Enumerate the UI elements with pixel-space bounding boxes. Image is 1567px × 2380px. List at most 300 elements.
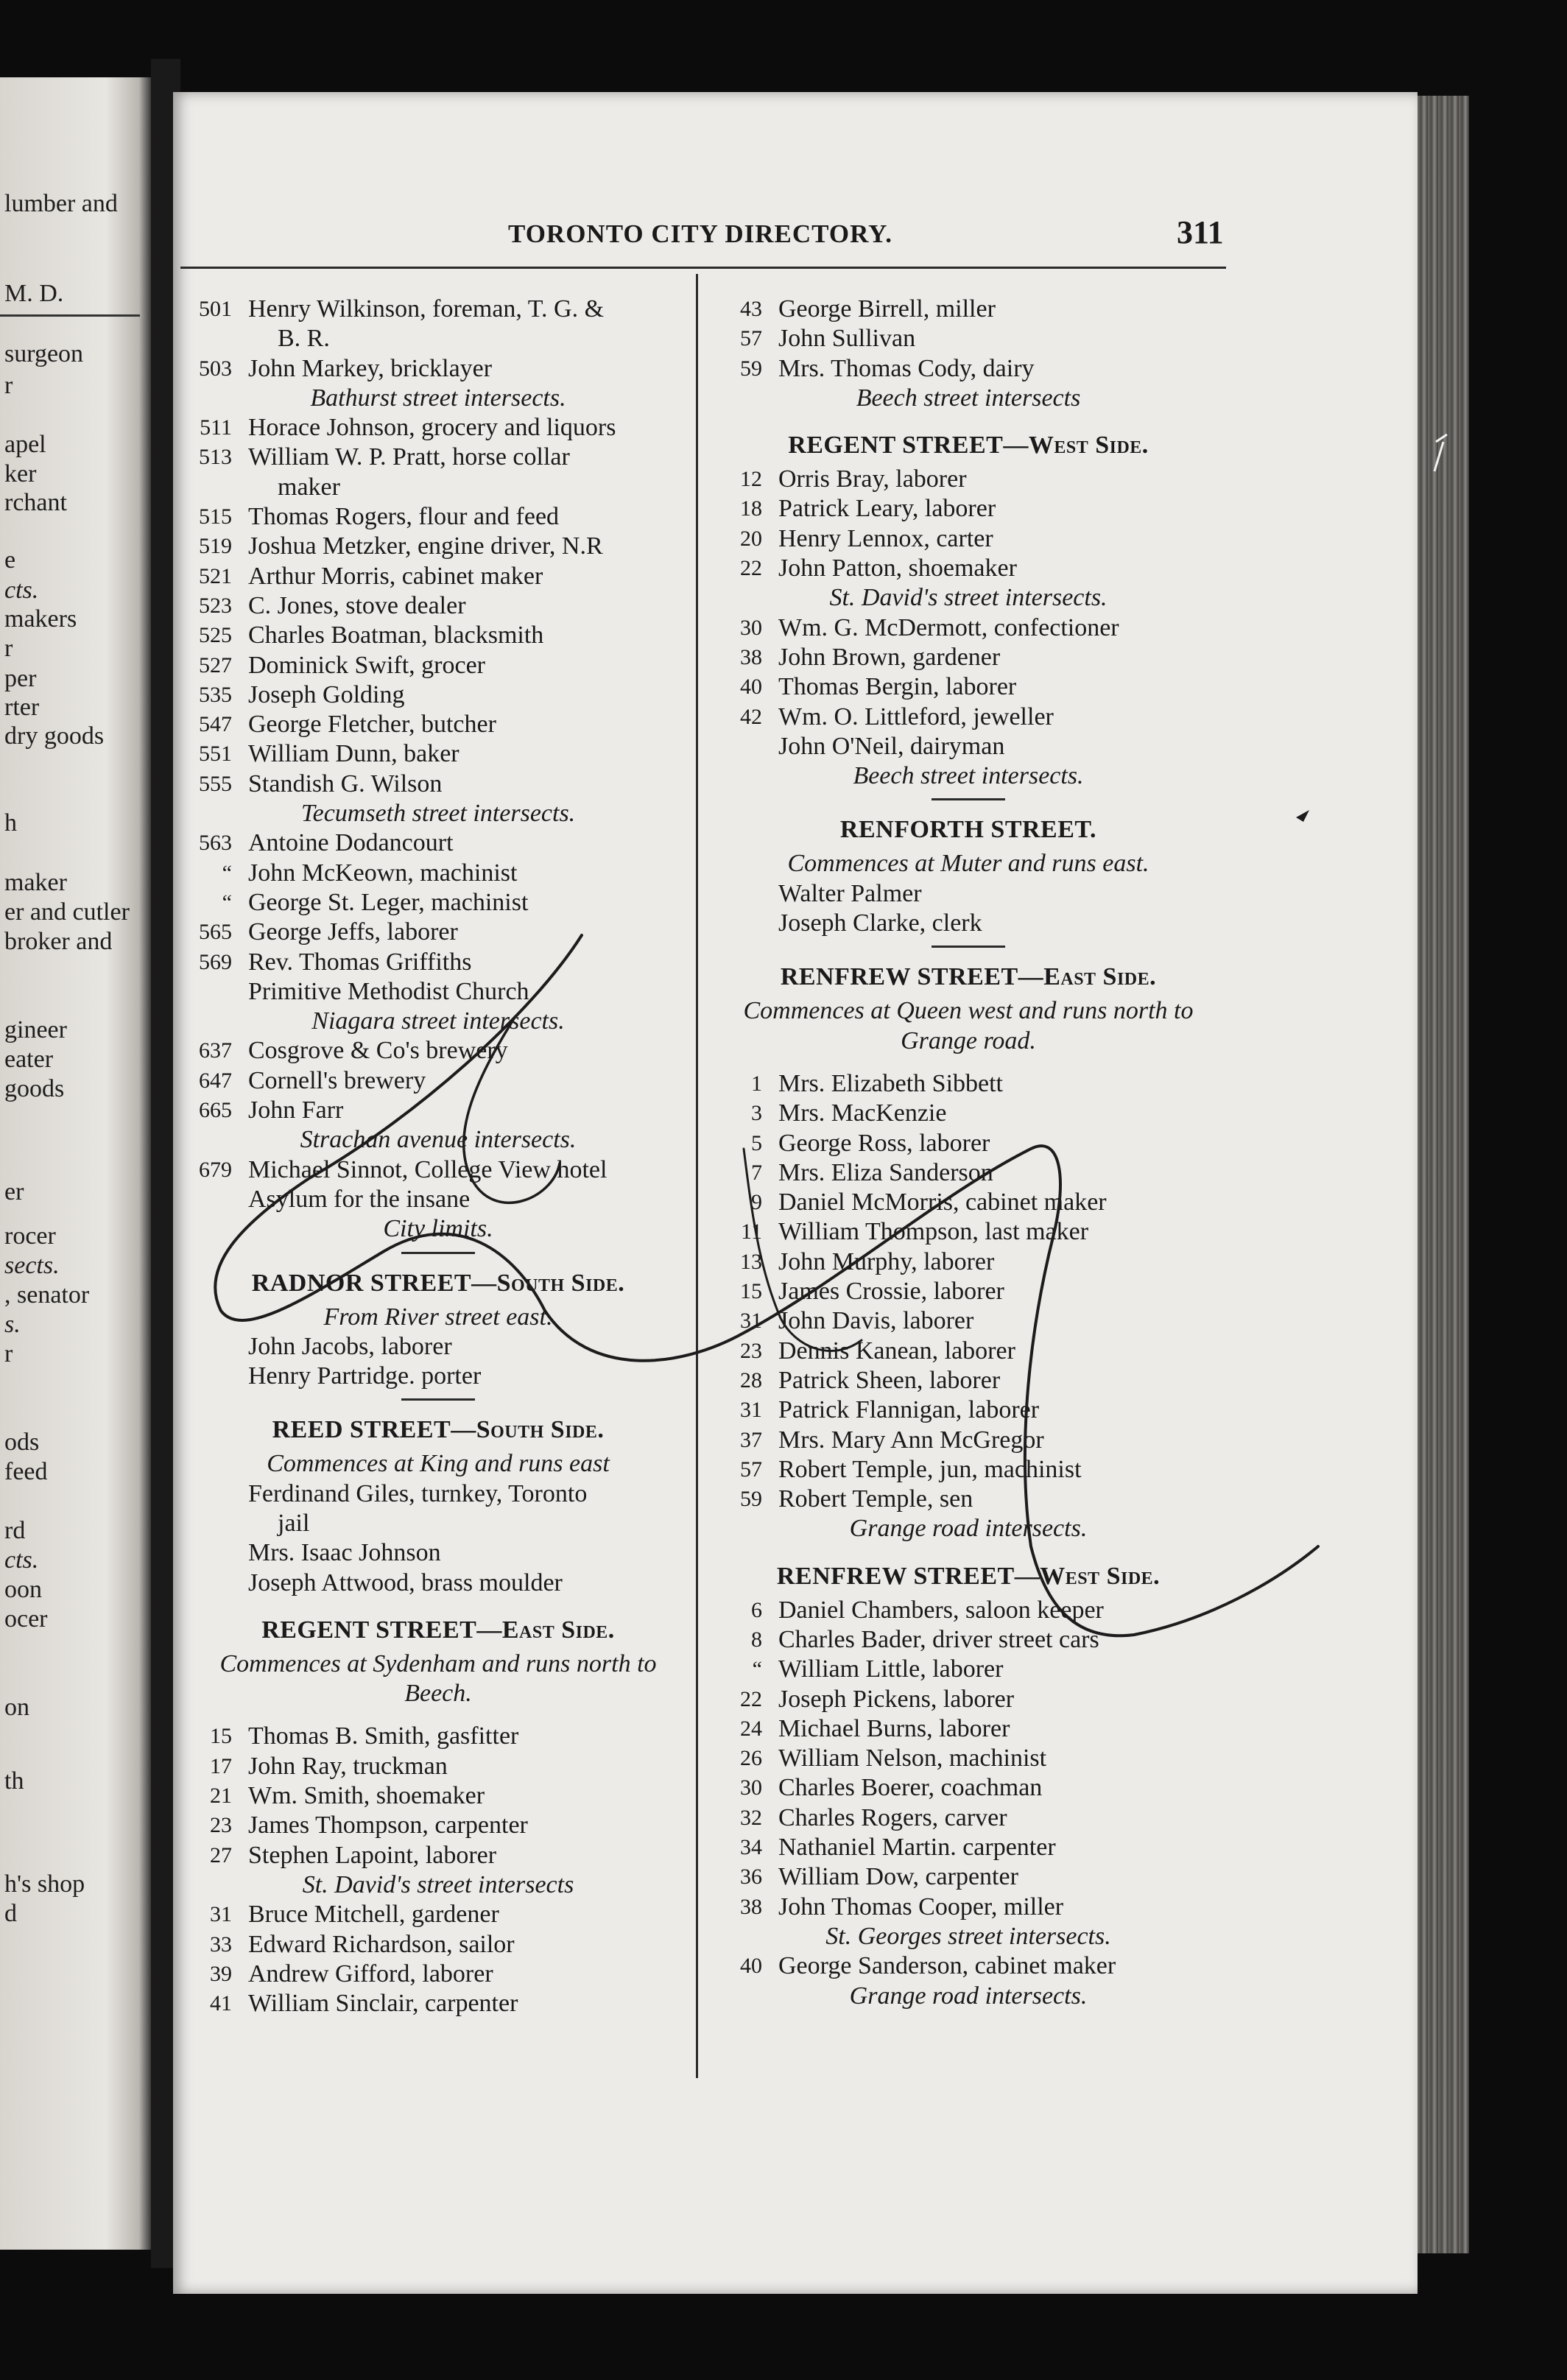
house-number — [180, 1538, 248, 1568]
resident-name: Orris Bray, laborer — [778, 465, 967, 493]
directory-entry — [180, 1569, 696, 1598]
directory-entry — [711, 1744, 1226, 1773]
adjacent-page-text: s. — [4, 1311, 21, 1338]
adjacent-page-text: rter — [4, 694, 40, 721]
adjacent-page-text: eater — [4, 1046, 54, 1073]
directory-entry — [180, 1036, 696, 1066]
adjacent-page-text: r — [4, 372, 13, 399]
street-heading — [180, 1264, 696, 1303]
adjacent-page-text: gineer — [4, 1016, 67, 1043]
house-number: 31 — [210, 1902, 232, 1927]
directory-entry — [180, 1781, 696, 1811]
house-number: 43 — [740, 297, 762, 321]
house-number: 15 — [740, 1279, 762, 1304]
resident-name: John O'Neil, dairyman — [778, 732, 1005, 760]
street-side: East Side. — [1043, 963, 1157, 991]
adjacent-page-text: on — [4, 1694, 29, 1721]
street-heading — [711, 958, 1226, 996]
street-note: St. Georges street intersects. — [825, 1922, 1111, 1950]
street-side: East Side. — [501, 1616, 615, 1644]
directory-entry — [711, 1366, 1226, 1395]
directory-entry — [180, 710, 696, 739]
directory-entry — [711, 554, 1226, 583]
house-number: 15 — [210, 1724, 232, 1749]
resident-name: maker — [278, 473, 340, 501]
directory-entry — [711, 524, 1226, 554]
resident-name: John Patton, shoemaker — [778, 554, 1017, 582]
directory-entry — [711, 1188, 1226, 1217]
adjacent-page-text: rocer — [4, 1222, 56, 1250]
resident-name: Dennis Kanean, laborer — [778, 1337, 1015, 1365]
street-heading — [711, 811, 1226, 849]
house-number: 7 — [751, 1160, 762, 1185]
street-note: Beech street intersects — [856, 384, 1081, 412]
street-name: RENFREW STREET— — [776, 1562, 1040, 1590]
street-name: RENFREW STREET— — [780, 963, 1044, 991]
directory-entry — [180, 413, 696, 443]
directory-entry — [711, 1247, 1226, 1277]
house-number: 31 — [740, 1309, 762, 1334]
directory-entry — [180, 1155, 696, 1185]
directory-entry — [711, 1625, 1226, 1655]
adjacent-page-text: apel — [4, 431, 46, 458]
house-number: “ — [222, 890, 232, 915]
house-number: 1 — [751, 1071, 762, 1096]
page-title: TORONTO CITY DIRECTORY. — [508, 219, 892, 248]
directory-entry — [711, 1217, 1226, 1247]
resident-name: Daniel Chambers, saloon keeper — [778, 1596, 1104, 1624]
house-number: 17 — [210, 1753, 232, 1778]
resident-name: C. Jones, stove dealer — [248, 591, 466, 619]
house-number — [180, 324, 248, 353]
directory-entry — [711, 909, 1226, 938]
street-note: Grange road intersects. — [849, 1515, 1088, 1543]
directory-entry — [180, 1841, 696, 1870]
directory-entry — [711, 1951, 1226, 1981]
street-side: West Side. — [1040, 1562, 1161, 1590]
resident-name: Walter Palmer — [778, 879, 922, 907]
spacer — [180, 1598, 696, 1611]
directory-entry — [711, 1862, 1226, 1892]
resident-name: Daniel McMorris, cabinet maker — [778, 1189, 1107, 1217]
directory-entry — [180, 1096, 696, 1125]
directory-entry — [180, 1989, 696, 2018]
house-number — [711, 879, 778, 909]
house-number: 59 — [740, 356, 762, 381]
directory-entry — [180, 354, 696, 384]
resident-name: John Farr — [248, 1096, 344, 1124]
street-note: Commences at Muter and runs east. — [787, 850, 1149, 878]
house-number: 23 — [210, 1813, 232, 1838]
resident-name: Cosgrove & Co's brewery — [248, 1037, 508, 1065]
directory-entry — [180, 918, 696, 947]
resident-name: John Jacobs, laborer — [248, 1332, 452, 1360]
adjacent-page-rule — [0, 314, 140, 317]
resident-name: Thomas Bergin, laborer — [778, 673, 1017, 701]
house-number: 637 — [199, 1038, 232, 1063]
resident-name: Andrew Gifford, laborer — [248, 1960, 493, 1988]
directory-entry — [711, 1306, 1226, 1336]
house-number: 515 — [199, 504, 232, 529]
resident-name: William Dow, carpenter — [778, 1863, 1018, 1891]
house-number: 23 — [740, 1338, 762, 1363]
resident-name: Henry Wilkinson, foreman, T. G. & — [248, 295, 605, 323]
resident-name: Charles Boerer, coachman — [778, 1774, 1043, 1802]
directory-entry — [180, 621, 696, 650]
house-number: 57 — [740, 1457, 762, 1482]
street-note: Bathurst street intersects. — [310, 384, 566, 412]
directory-entry — [711, 703, 1226, 732]
house-number: 40 — [740, 675, 762, 700]
adjacent-page-text: per — [4, 665, 37, 692]
resident-name: William Sinclair, carpenter — [248, 1990, 518, 2018]
resident-name: Charles Rogers, carver — [778, 1803, 1007, 1831]
street-note: St. David's street intersects. — [829, 584, 1108, 612]
directory-entry — [180, 1752, 696, 1781]
house-number — [180, 1185, 248, 1214]
house-number: 33 — [210, 1932, 232, 1957]
adjacent-page-text: M. D. — [4, 280, 64, 307]
directory-entry — [711, 354, 1226, 384]
directory-entry — [180, 1930, 696, 1960]
resident-name: B. R. — [278, 325, 330, 353]
directory-entry — [711, 1803, 1226, 1833]
resident-name: John Sullivan — [778, 325, 916, 353]
directory-entry — [180, 295, 696, 324]
house-number: 41 — [210, 1991, 232, 2016]
directory-entry — [180, 443, 696, 472]
section-divider — [401, 1252, 475, 1254]
section-divider — [401, 1398, 475, 1401]
directory-entry — [711, 613, 1226, 643]
house-number — [180, 1479, 248, 1509]
header-rule — [180, 267, 1226, 269]
resident-name: John Ray, truckman — [248, 1752, 448, 1780]
house-number: 679 — [199, 1157, 232, 1182]
resident-name: Antoine Dodancourt — [248, 829, 454, 857]
house-number: 38 — [740, 644, 762, 669]
directory-entry — [711, 1158, 1226, 1188]
resident-name: William Dunn, baker — [248, 740, 459, 768]
resident-name: Patrick Sheen, laborer — [778, 1366, 1001, 1394]
house-number: 519 — [199, 534, 232, 559]
street-name: REGENT STREET— — [788, 432, 1029, 460]
street-heading — [180, 1611, 696, 1650]
resident-name: William W. P. Pratt, horse collar — [248, 443, 570, 471]
resident-name: George Ross, laborer — [778, 1129, 990, 1157]
resident-name: Dominick Swift, grocer — [248, 651, 485, 679]
directory-entry — [711, 672, 1226, 702]
house-number: 12 — [740, 467, 762, 492]
resident-name: Joseph Pickens, laborer — [778, 1685, 1015, 1713]
street-note: Beech street intersects. — [853, 762, 1084, 790]
house-number: 22 — [740, 1686, 762, 1711]
resident-name: Edward Richardson, sailor — [248, 1930, 515, 1958]
street-heading — [711, 1557, 1226, 1596]
adjacent-page-text: th — [4, 1767, 24, 1795]
resident-name: Joshua Metzker, engine driver, N.R — [248, 532, 603, 560]
resident-name: Michael Sinnot, College View hotel — [248, 1155, 608, 1183]
street-side: West Side. — [1028, 432, 1149, 460]
directory-entry — [180, 1185, 696, 1214]
house-number: 8 — [751, 1627, 762, 1652]
house-number: 6 — [751, 1597, 762, 1622]
directory-entry — [180, 1960, 696, 1989]
directory-entry — [711, 494, 1226, 524]
entry-continuation — [180, 1509, 696, 1538]
resident-name: William Thompson, last maker — [778, 1218, 1089, 1246]
house-number: 37 — [740, 1427, 762, 1452]
directory-entry — [711, 1129, 1226, 1158]
directory-entry — [711, 1395, 1226, 1425]
directory-entry — [711, 465, 1226, 494]
street-note: From River street east. — [323, 1303, 553, 1331]
directory-entry — [711, 1455, 1226, 1485]
left-column — [180, 295, 696, 2018]
directory-entry — [180, 651, 696, 680]
resident-name: Wm. O. Littleford, jeweller — [778, 703, 1054, 730]
house-number: 563 — [199, 831, 232, 856]
resident-name: Henry Lennox, carter — [778, 524, 993, 552]
house-number: 527 — [199, 652, 232, 677]
house-number: 57 — [740, 326, 762, 351]
street-name: REED STREET— — [272, 1416, 476, 1444]
house-number: 521 — [199, 563, 232, 588]
street-note: Niagara street intersects. — [311, 1007, 565, 1035]
adjacent-page-text: h's shop — [4, 1870, 85, 1898]
directory-entry — [711, 1099, 1226, 1128]
adjacent-page-text: ods — [4, 1429, 40, 1456]
adjacent-page-text: sects. — [4, 1252, 60, 1279]
directory-entry — [711, 1893, 1226, 1922]
house-number: 555 — [199, 771, 232, 796]
directory-entry — [711, 1655, 1226, 1684]
resident-name: Joseph Clarke, clerk — [778, 909, 982, 937]
house-number: 24 — [740, 1716, 762, 1741]
spacer — [711, 1056, 1226, 1069]
house-number: 9 — [751, 1190, 762, 1215]
resident-name: Patrick Flannigan, laborer — [778, 1396, 1040, 1424]
house-number: 22 — [740, 556, 762, 581]
resident-name: George Birrell, miller — [778, 295, 996, 323]
street-note: Commences at King and runs east — [267, 1450, 610, 1478]
resident-name: jail — [278, 1509, 310, 1537]
house-number — [180, 473, 248, 502]
house-number — [180, 977, 248, 1007]
directory-entry — [711, 1685, 1226, 1714]
directory-entry — [711, 1596, 1226, 1625]
resident-name: Mrs. Isaac Johnson — [248, 1539, 441, 1567]
house-number: 569 — [199, 949, 232, 974]
adjacent-page-fragment — [0, 77, 151, 2250]
adjacent-page-text: cts. — [4, 1546, 39, 1574]
resident-name: James Crossie, laborer — [778, 1278, 1004, 1306]
resident-name: Primitive Methodist Church — [248, 977, 529, 1005]
resident-name: Standish G. Wilson — [248, 770, 443, 798]
adjacent-page-text: lumber and — [4, 190, 118, 217]
resident-name: Arthur Morris, cabinet maker — [248, 562, 543, 590]
directory-entry — [180, 859, 696, 888]
resident-name: Charles Boatman, blacksmith — [248, 622, 544, 649]
resident-name: James Thompson, carpenter — [248, 1812, 528, 1839]
directory-entry — [180, 532, 696, 561]
house-number: 565 — [199, 920, 232, 945]
adjacent-page-text: ocer — [4, 1605, 48, 1633]
directory-entry — [711, 324, 1226, 353]
resident-name: Mrs. Thomas Cody, dairy — [778, 354, 1035, 382]
street-name: RENFORTH STREET. — [839, 816, 1097, 844]
directory-entry — [180, 888, 696, 918]
resident-name: William Nelson, machinist — [778, 1744, 1047, 1772]
resident-name: Stephen Lapoint, laborer — [248, 1841, 497, 1869]
house-number: 513 — [199, 445, 232, 470]
house-number: 535 — [199, 682, 232, 707]
directory-entry — [180, 562, 696, 591]
house-number: 31 — [740, 1398, 762, 1423]
directory-entry — [711, 1426, 1226, 1455]
section-divider — [932, 798, 1005, 800]
directory-entry — [180, 591, 696, 621]
resident-name: Wm. G. McDermott, confectioner — [778, 613, 1119, 641]
adjacent-page-text: er and cutler — [4, 898, 130, 926]
directory-entry — [180, 1479, 696, 1509]
house-number: 39 — [210, 1961, 232, 1986]
house-number: 27 — [210, 1842, 232, 1867]
directory-entry — [180, 1332, 696, 1362]
house-number: 13 — [740, 1249, 762, 1274]
directory-entry — [180, 948, 696, 977]
house-number: 503 — [199, 356, 232, 381]
house-number: 647 — [199, 1068, 232, 1093]
house-number — [711, 732, 778, 761]
house-number: 20 — [740, 526, 762, 551]
adjacent-page-text: rd — [4, 1517, 26, 1544]
resident-name: Thomas B. Smith, gasfitter — [248, 1722, 519, 1750]
directory-entry — [711, 1773, 1226, 1803]
house-number: 36 — [740, 1865, 762, 1890]
resident-name: Rev. Thomas Griffiths — [248, 948, 472, 976]
resident-name: Bruce Mitchell, gardener — [248, 1901, 499, 1929]
resident-name: Joseph Golding — [248, 680, 405, 708]
street-side: South Side. — [476, 1416, 605, 1444]
adjacent-page-text: , senator — [4, 1281, 90, 1309]
resident-name: Henry Partridge. porter — [248, 1362, 482, 1390]
house-number — [180, 1362, 248, 1391]
resident-name: John Murphy, laborer — [778, 1247, 995, 1275]
resident-name: John Davis, laborer — [778, 1307, 974, 1335]
street-note: City limits. — [383, 1215, 493, 1243]
resident-name: Nathaniel Martin. carpenter — [778, 1834, 1056, 1862]
page-edge-stack — [1418, 96, 1469, 2253]
directory-entry — [180, 1066, 696, 1096]
directory-entry — [180, 502, 696, 532]
house-number: 26 — [740, 1746, 762, 1771]
directory-entry — [180, 1538, 696, 1568]
street-side: South Side. — [496, 1269, 625, 1297]
house-number: 21 — [210, 1784, 232, 1809]
directory-entry — [180, 739, 696, 769]
house-number — [180, 1569, 248, 1598]
directory-entry — [711, 643, 1226, 672]
resident-name: John Thomas Cooper, miller — [778, 1893, 1064, 1920]
street-note: Commences at Sydenham and runs north to — [219, 1650, 657, 1677]
house-number — [180, 1509, 248, 1538]
spacer — [180, 1708, 696, 1722]
resident-name: George St. Leger, machinist — [248, 888, 529, 916]
directory-entry — [711, 1337, 1226, 1366]
adjacent-page-text: broker and — [4, 928, 113, 955]
directory-entry — [180, 1811, 696, 1840]
adjacent-page-text: ker — [4, 460, 37, 487]
directory-entry — [711, 1485, 1226, 1514]
street-heading — [180, 1411, 696, 1449]
resident-name: Wm. Smith, shoemaker — [248, 1782, 485, 1810]
adjacent-page-text: maker — [4, 869, 67, 896]
resident-name: George Fletcher, butcher — [248, 711, 496, 739]
resident-name: Charles Bader, driver street cars — [778, 1625, 1099, 1653]
resident-name: George Sanderson, cabinet maker — [778, 1952, 1116, 1980]
house-number: 523 — [199, 593, 232, 618]
house-number: 42 — [740, 704, 762, 729]
directory-entry — [711, 295, 1226, 324]
spacer — [711, 1544, 1226, 1557]
adjacent-page-text: goods — [4, 1075, 65, 1102]
street-note: Beech. — [404, 1680, 472, 1708]
house-number: 3 — [751, 1101, 762, 1126]
house-number: 551 — [199, 742, 232, 767]
house-number: 665 — [199, 1098, 232, 1123]
column-divider — [696, 274, 698, 2078]
directory-entry — [180, 770, 696, 799]
adjacent-page-text: dry goods — [4, 722, 105, 750]
entry-continuation — [180, 473, 696, 502]
resident-name: George Jeffs, laborer — [248, 918, 458, 946]
street-heading — [711, 426, 1226, 465]
resident-name: Mrs. Eliza Sanderson — [778, 1158, 993, 1186]
directory-entry — [180, 1900, 696, 1929]
directory-entry — [180, 977, 696, 1007]
resident-name: John Brown, gardener — [778, 643, 1001, 671]
house-number: 28 — [740, 1367, 762, 1393]
resident-name: Robert Temple, sen — [778, 1485, 973, 1513]
section-divider — [932, 946, 1005, 948]
street-note: Tecumseth street intersects. — [300, 800, 576, 828]
house-number: 30 — [740, 1775, 762, 1800]
house-number: 501 — [199, 297, 232, 321]
house-number: 525 — [199, 623, 232, 648]
adjacent-page-text: er — [4, 1178, 24, 1205]
spacer — [711, 413, 1226, 426]
directory-entry — [711, 1714, 1226, 1744]
directory-entry — [711, 732, 1226, 761]
house-number: 38 — [740, 1894, 762, 1919]
resident-name: Horace Johnson, grocery and liquors — [248, 414, 616, 442]
street-note: Grange road. — [901, 1027, 1036, 1055]
house-number: 40 — [740, 1954, 762, 1979]
directory-entry — [180, 828, 696, 858]
adjacent-page-text: h — [4, 809, 17, 837]
house-number — [180, 1332, 248, 1362]
house-number: 30 — [740, 615, 762, 640]
adjacent-page-text: e — [4, 546, 16, 574]
resident-name: Thomas Rogers, flour and feed — [248, 503, 560, 531]
adjacent-page-text: rchant — [4, 489, 67, 516]
house-number: 59 — [740, 1487, 762, 1512]
resident-name: Joseph Attwood, brass moulder — [248, 1569, 563, 1596]
street-note: Strachan avenue intersects. — [300, 1126, 577, 1154]
right-column — [711, 295, 1226, 2011]
resident-name: Mrs. Elizabeth Sibbett — [778, 1069, 1004, 1097]
